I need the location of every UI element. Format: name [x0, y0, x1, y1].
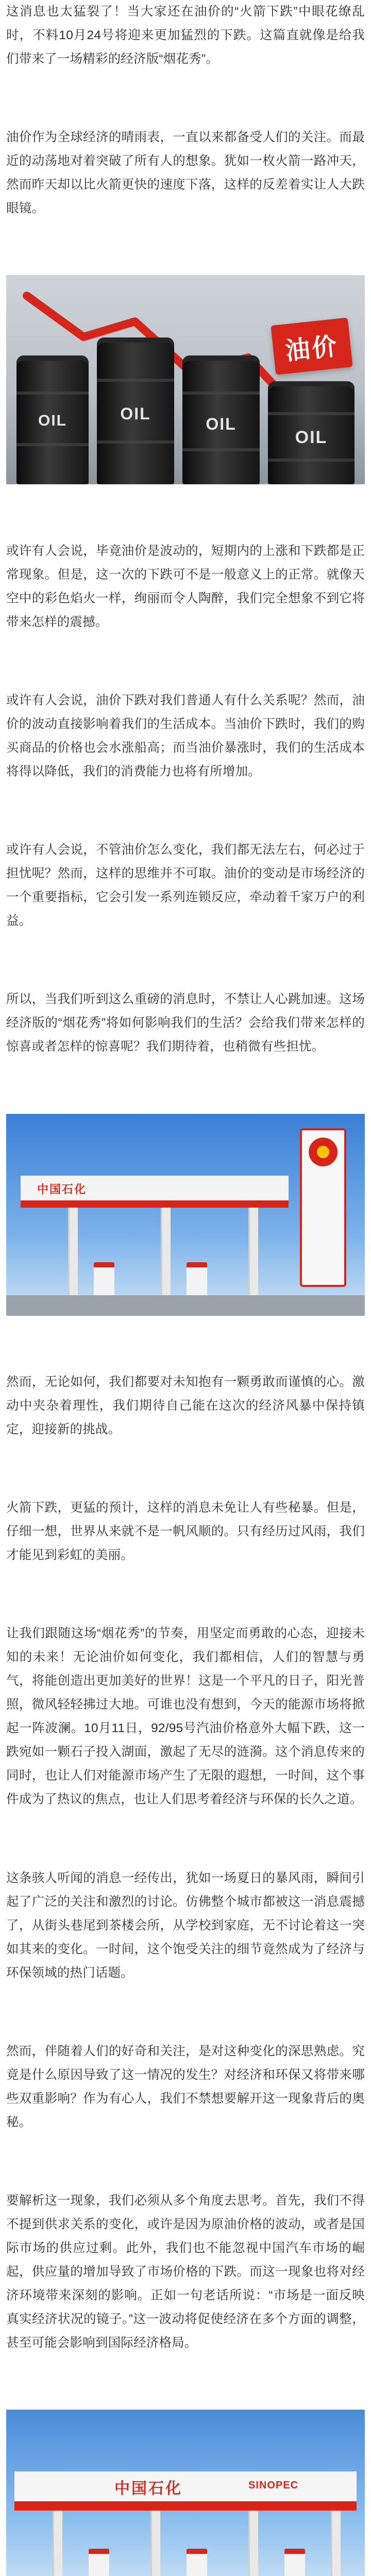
paragraph: 或许有人会说，油价下跌对我们普通人有什么关系呢？然而，油价的波动直接影响着我们的生活成本。当油价下跌时，我们的购买商品的价格也会水涨船高；而当油价暴涨时，我们的生活成本将得以降低，我们的消费能力也将有所增加。	[6, 693, 365, 778]
paragraph: 这条骇人听闻的消息一经传出，犹如一场夏日的暴风雨，瞬间引起了广泛的关注和激烈的讨论。仿佛整个城市都被这一消息震撼了，从街头巷尾到茶楼会所，从学校到家庭，无不讨论着这一突如其来的变化。一时间，这个饱受关注的细节竟然成为了经济与环保领域的热门话题。	[6, 1871, 365, 1980]
fuel-pump	[284, 2549, 305, 2576]
oil-barrels-image	[6, 275, 365, 484]
fuel-pump	[187, 2549, 207, 2576]
oil-barrel: OIL	[97, 337, 174, 484]
forecourt	[6, 1295, 365, 1316]
canopy-brand-text: 中国石化	[114, 2480, 182, 2498]
paragraph: 火箭下跌，更猛的预计，这样的消息未免让人有些秘暴。但是，仔细一想，世界从来就不是一帆风顺的。只有经历过风雨，我们才能见到彩虹的美丽。	[6, 1501, 365, 1563]
paragraph: 然而，无论如何，我们都要对未知抱有一颗勇敢而谨慎的心。激动中夹杂着理性，我们期待自己能在这次的经济风暴中保持镇定，迎接新的挑战。	[6, 1375, 365, 1436]
fuel-pump	[89, 2549, 109, 2576]
pillar	[248, 1208, 258, 1295]
paragraph: 要解析这一现象，我们必须从多个角度去思考。首先，我们不得不提到供求关系的变化，或许是因为原油价格的波动，或者是国际市场的供应过剩。此外，我们也不能忽视中国汽车市场的崛起，供应量的增加导致了市场价格的下跌。而这一现象也将对经济环境带来深刻的影响。正如一句老话所说：“市场是一面反映真实经济状况的镜子。”这一波动将促使经济在多个方面的调整，甚至可能会影响到国际经济格局。	[6, 2194, 365, 2350]
gas-station-image	[6, 2410, 365, 2576]
fuel-pump	[187, 1262, 207, 1300]
sinopec-logo-icon	[309, 1138, 338, 1166]
gas-station-image	[6, 1114, 365, 1316]
fuel-pump	[94, 1262, 114, 1300]
paragraph: 或许有人会说，毕竟油价是波动的，短期内的上涨和下跌都是正常现象。但是，这一次的下跌可不是一般意义上的正常。就像天空中的彩色焰火一样，绚丽而令人陶醉，我们完全想象不到它将带来怎样的震撼。	[6, 544, 365, 629]
pillar	[248, 2511, 258, 2576]
station-canopy	[14, 2471, 357, 2511]
pillar	[161, 1208, 171, 1295]
canopy-brand-text: 中国石化	[37, 1182, 87, 1196]
paragraph: 让我们跟随这场“烟花秀”的节奏，用坚定而勇敢的心态，迎接未知的未来！无论油价如何变化，我们都相信，人们的智慧与勇气，将能创造出更加美好的世界！这是一个平凡的日子，阳光普照，微风轻轻拂过大地。可谁也没有想到，今天的能源市场将掀起一阵波澜。10月11日，92/95号汽油价格意外大幅下跌，这一跌宛如一颗石子投入湖面，激起了无尽的涟漪。这个消息传来的同时，也让人们对能源市场产生了无限的遐想，一时间，这个事件成为了热议的焦点，也让人们思考着经济与环保的长久之道。	[6, 1626, 365, 1807]
pillar	[331, 2511, 341, 2576]
paragraph-intro: 这消息也太猛裂了！当大家还在油价的“火箭下跌”中眼花缭乱时，不料10月24号将迎来更加猛烈的下跌。这篇直就像是给我们带来了一场精彩的经济版“烟花秀”。	[6, 5, 365, 66]
canopy-brand-en: SINOPEC	[248, 2480, 299, 2492]
pillar	[150, 2511, 160, 2576]
paragraph: 所以，当我们听到这么重磅的消息时，不禁让人心跳加速。这场经济版的“烟花秀”将如何影响我们的生活？会给我们带来怎样的惊喜或者怎样的惊喜呢？我们期待着，也稍微有些担忧。	[6, 992, 365, 1054]
oil-barrel: OIL	[268, 381, 355, 484]
paragraph: 油价作为全球经济的晴雨表，一直以来都备受人们的关注。而最近的动荡地对着突破了所有人的想象。犹如一枚火箭一路冲天，然而昨天却以比火箭更快的速度下落，这样的反差着实让人大跌眼镜。	[6, 130, 365, 216]
pillar	[68, 1208, 78, 1295]
paragraph: 然而，伴随着人们的好奇和关注，是对这种变化的深思熟虑。究竟是什么原因导致了这一情况的发生？对经济和环保又将带来哪些双重影响？作为有心人，我们不禁想要解开这一现象背后的奥秘。	[6, 2044, 365, 2129]
paragraph: 或许有人会说，不管油价怎么变化，我们都无法左右，何必过于担忧呢？然而，这样的思维并不可取。油价的变动是市场经济的一个重要指标，它会引发一系列连锁反应，牵动着千家万户的利益。	[6, 843, 365, 928]
pillar	[53, 2511, 62, 2576]
oil-price-tag: 油价	[271, 318, 352, 375]
oil-barrel: OIL	[182, 355, 260, 484]
station-sign-tower	[300, 1128, 346, 1287]
oil-barrel: OIL	[16, 355, 89, 484]
